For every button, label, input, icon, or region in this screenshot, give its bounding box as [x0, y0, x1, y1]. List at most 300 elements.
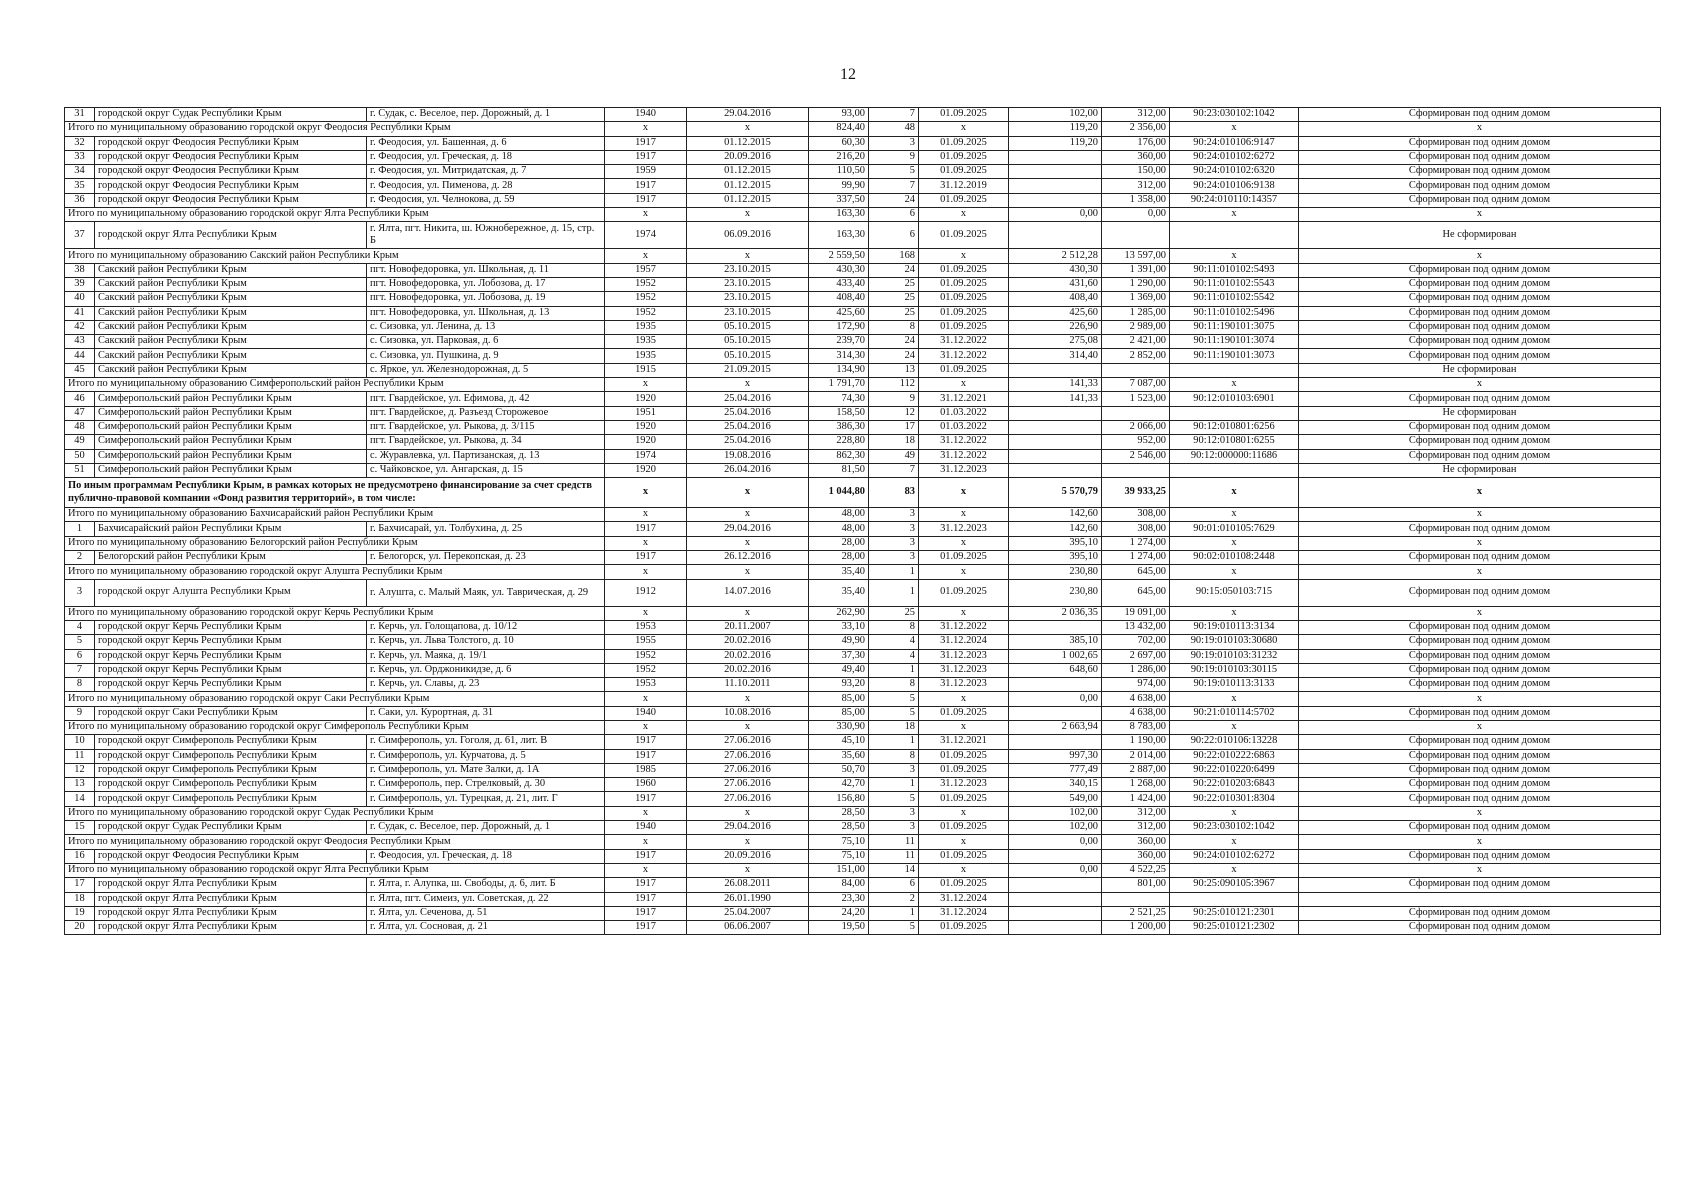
deadline-cell: 01.09.2025 — [919, 320, 1009, 334]
municipality-cell: городской округ Симферополь Республики Крым — [95, 763, 367, 777]
land-status-cell: Не сформирован — [1299, 222, 1661, 249]
table-body — [65, 108, 1661, 935]
year-cell: 1935 — [605, 335, 687, 349]
municipality-cell: Симферопольский район Республики Крым — [95, 449, 367, 463]
cadastral-cell: х — [1170, 508, 1299, 522]
year-cell: 1920 — [605, 420, 687, 434]
cost-cell: 7 087,00 — [1102, 378, 1170, 392]
cost-cell: 2 421,00 — [1102, 335, 1170, 349]
address-cell: г. Симферополь, ул. Гоголя, д. 61, лит. В — [367, 735, 605, 749]
date-cell: 20.02.2016 — [687, 663, 809, 677]
deadline-cell: 31.12.2023 — [919, 678, 1009, 692]
deadline-cell: 31.12.2024 — [919, 892, 1009, 906]
deadline-cell: 01.09.2025 — [919, 579, 1009, 606]
area-cell: 262,90 — [809, 606, 869, 620]
date-cell: 01.12.2015 — [687, 165, 809, 179]
area-cell: 28,50 — [809, 806, 869, 820]
area-cell: 824,40 — [809, 122, 869, 136]
address-cell: с. Сизовка, ул. Пушкина, д. 9 — [367, 349, 605, 363]
residents-cell: 6 — [869, 222, 919, 249]
deadline-cell: х — [919, 606, 1009, 620]
residents-cell: 14 — [869, 863, 919, 877]
deadline-cell: 01.09.2025 — [919, 263, 1009, 277]
residents-cell: 12 — [869, 406, 919, 420]
address-cell: г. Алушта, с. Малый Маяк, ул. Таврическая, д. 29 — [367, 579, 605, 606]
address-cell: пгт. Гвардейское, д. Разъезд Сторожевое — [367, 406, 605, 420]
municipality-cell: Симферопольский район Республики Крым — [95, 463, 367, 477]
residents-cell: 49 — [869, 449, 919, 463]
area-secondary-cell: 1 002,65 — [1009, 649, 1102, 663]
date-cell: 27.06.2016 — [687, 763, 809, 777]
area-cell: 28,50 — [809, 821, 869, 835]
deadline-cell: 01.09.2025 — [919, 193, 1009, 207]
deadline-cell: 31.12.2022 — [919, 620, 1009, 634]
residents-cell: 24 — [869, 349, 919, 363]
cadastral-cell: 90:24:010102:6272 — [1170, 849, 1299, 863]
land-status-cell: х — [1299, 692, 1661, 706]
year-cell: 1955 — [605, 635, 687, 649]
municipality-cell: Бахчисарайский район Республики Крым — [95, 522, 367, 536]
year-cell: 1952 — [605, 306, 687, 320]
area-secondary-cell: 102,00 — [1009, 806, 1102, 820]
residents-cell: 1 — [869, 565, 919, 579]
residents-cell: 5 — [869, 792, 919, 806]
deadline-cell: х — [919, 249, 1009, 263]
residents-cell: 11 — [869, 849, 919, 863]
subtotal-label: Итого по муниципальному образованию городской округ Саки Республики Крым — [65, 692, 605, 706]
subtotal-label: Итого по муниципальному образованию Симферопольский район Республики Крым — [65, 378, 605, 392]
year-cell: х — [605, 122, 687, 136]
area-cell: 75,10 — [809, 835, 869, 849]
cadastral-cell: 90:21:010114:5702 — [1170, 706, 1299, 720]
area-cell: 85,00 — [809, 706, 869, 720]
area-secondary-cell — [1009, 435, 1102, 449]
subtotal-label: Итого по муниципальному образованию городской округ Судак Республики Крым — [65, 806, 605, 820]
land-status-cell: х — [1299, 720, 1661, 734]
cost-cell: 360,00 — [1102, 835, 1170, 849]
year-cell: х — [605, 720, 687, 734]
address-cell: г. Саки, ул. Курортная, д. 31 — [367, 706, 605, 720]
date-cell: х — [687, 249, 809, 263]
area-cell: 228,80 — [809, 435, 869, 449]
year-cell: х — [605, 835, 687, 849]
municipality-cell: городской округ Феодосия Республики Крым — [95, 165, 367, 179]
cadastral-cell: 90:24:010102:6320 — [1170, 165, 1299, 179]
table-row — [65, 349, 1661, 363]
area-secondary-cell: 5 570,79 — [1009, 478, 1102, 508]
area-secondary-cell: 141,33 — [1009, 378, 1102, 392]
table-row — [65, 165, 1661, 179]
subtotal-label: Итого по муниципальному образованию городской округ Ялта Республики Крым — [65, 863, 605, 877]
area-secondary-cell: 142,60 — [1009, 522, 1102, 536]
municipality-cell: городской округ Ялта Республики Крым — [95, 878, 367, 892]
area-secondary-cell — [1009, 678, 1102, 692]
land-status-cell: Сформирован под одним домом — [1299, 663, 1661, 677]
area-cell: 48,00 — [809, 508, 869, 522]
residents-cell: 3 — [869, 508, 919, 522]
year-cell: 1917 — [605, 749, 687, 763]
table-row — [65, 663, 1661, 677]
program-label: По иным программам Республики Крым, в рамках которых не предусмотрено финансирование за счет средств публично-правовой компании «Фонд развития территорий», в том числе: — [65, 478, 605, 508]
address-cell: г. Судак, с. Веселое, пер. Дорожный, д. 1 — [367, 108, 605, 122]
municipality-cell: городской округ Симферополь Республики Крым — [95, 735, 367, 749]
year-cell: 1953 — [605, 678, 687, 692]
row-number-cell: 31 — [65, 108, 95, 122]
year-cell: 1960 — [605, 778, 687, 792]
cost-cell: 2 697,00 — [1102, 649, 1170, 663]
municipality-cell: Сакский район Республики Крым — [95, 263, 367, 277]
land-status-cell: Не сформирован — [1299, 406, 1661, 420]
address-cell: с. Сизовка, ул. Ленина, д. 13 — [367, 320, 605, 334]
table-row — [65, 335, 1661, 349]
cost-cell: 39 933,25 — [1102, 478, 1170, 508]
year-cell: х — [605, 806, 687, 820]
land-status-cell: Сформирован под одним домом — [1299, 749, 1661, 763]
date-cell: 25.04.2016 — [687, 420, 809, 434]
cadastral-cell: 90:24:010110:14357 — [1170, 193, 1299, 207]
land-status-cell: Сформирован под одним домом — [1299, 263, 1661, 277]
residents-cell: 24 — [869, 263, 919, 277]
area-secondary-cell: 425,60 — [1009, 306, 1102, 320]
subtotal-row — [65, 692, 1661, 706]
table-row — [65, 678, 1661, 692]
land-status-cell: Сформирован под одним домом — [1299, 193, 1661, 207]
table-row — [65, 551, 1661, 565]
land-status-cell: х — [1299, 806, 1661, 820]
residents-cell: 48 — [869, 122, 919, 136]
cadastral-cell: 90:01:010105:7629 — [1170, 522, 1299, 536]
area-secondary-cell: 2 663,94 — [1009, 720, 1102, 734]
deadline-cell: 01.09.2025 — [919, 165, 1009, 179]
area-cell: 386,30 — [809, 420, 869, 434]
row-number-cell: 15 — [65, 821, 95, 835]
address-cell: г. Белогорск, ул. Перекопская, д. 23 — [367, 551, 605, 565]
address-cell: пгт. Гвардейское, ул. Ефимова, д. 42 — [367, 392, 605, 406]
area-cell: 172,90 — [809, 320, 869, 334]
cost-cell — [1102, 363, 1170, 377]
year-cell: 1917 — [605, 522, 687, 536]
table-row — [65, 277, 1661, 291]
area-cell: 49,90 — [809, 635, 869, 649]
row-number-cell: 34 — [65, 165, 95, 179]
area-secondary-cell — [1009, 921, 1102, 935]
date-cell: х — [687, 208, 809, 222]
area-cell: 862,30 — [809, 449, 869, 463]
cost-cell: 2 521,25 — [1102, 906, 1170, 920]
table-row — [65, 363, 1661, 377]
deadline-cell: 31.12.2019 — [919, 179, 1009, 193]
cost-cell: 1 523,00 — [1102, 392, 1170, 406]
area-secondary-cell: 141,33 — [1009, 392, 1102, 406]
date-cell: 25.04.2016 — [687, 392, 809, 406]
row-number-cell: 46 — [65, 392, 95, 406]
cadastral-cell: х — [1170, 606, 1299, 620]
date-cell: х — [687, 863, 809, 877]
date-cell: 21.09.2015 — [687, 363, 809, 377]
municipality-cell: Сакский район Республики Крым — [95, 277, 367, 291]
area-secondary-cell: 430,30 — [1009, 263, 1102, 277]
municipality-cell: городской округ Ялта Республики Крым — [95, 892, 367, 906]
area-secondary-cell — [1009, 222, 1102, 249]
municipality-cell: Сакский район Республики Крым — [95, 349, 367, 363]
deadline-cell: 31.12.2024 — [919, 906, 1009, 920]
cadastral-cell: 90:19:010103:30115 — [1170, 663, 1299, 677]
land-status-cell: Сформирован под одним домом — [1299, 165, 1661, 179]
year-cell: 1912 — [605, 579, 687, 606]
subtotal-label: Итого по муниципальному образованию Бахчисарайский район Республики Крым — [65, 508, 605, 522]
year-cell: 1917 — [605, 921, 687, 935]
cost-cell: 1 391,00 — [1102, 263, 1170, 277]
deadline-cell: х — [919, 565, 1009, 579]
residents-cell: 24 — [869, 193, 919, 207]
land-status-cell: Сформирован под одним домом — [1299, 878, 1661, 892]
deadline-cell: 31.12.2023 — [919, 663, 1009, 677]
residents-cell: 11 — [869, 835, 919, 849]
date-cell: 01.12.2015 — [687, 193, 809, 207]
cost-cell: 308,00 — [1102, 508, 1170, 522]
subtotal-row — [65, 720, 1661, 734]
residents-cell: 8 — [869, 620, 919, 634]
land-status-cell: Сформирован под одним домом — [1299, 292, 1661, 306]
area-cell: 23,30 — [809, 892, 869, 906]
table-row — [65, 463, 1661, 477]
date-cell: 29.04.2016 — [687, 522, 809, 536]
cadastral-cell: 90:11:190101:3073 — [1170, 349, 1299, 363]
land-status-cell: х — [1299, 863, 1661, 877]
residents-cell: 112 — [869, 378, 919, 392]
residents-cell: 8 — [869, 320, 919, 334]
year-cell: 1935 — [605, 320, 687, 334]
row-number-cell: 45 — [65, 363, 95, 377]
area-secondary-cell: 777,49 — [1009, 763, 1102, 777]
subtotal-row — [65, 249, 1661, 263]
deadline-cell: х — [919, 863, 1009, 877]
cadastral-cell: 90:19:010103:30680 — [1170, 635, 1299, 649]
area-cell: 84,00 — [809, 878, 869, 892]
area-secondary-cell: 102,00 — [1009, 108, 1102, 122]
date-cell: 20.02.2016 — [687, 635, 809, 649]
deadline-cell: х — [919, 692, 1009, 706]
area-cell: 35,60 — [809, 749, 869, 763]
year-cell: 1917 — [605, 878, 687, 892]
land-status-cell: Сформирован под одним домом — [1299, 136, 1661, 150]
year-cell: 1952 — [605, 663, 687, 677]
land-status-cell: Сформирован под одним домом — [1299, 735, 1661, 749]
cost-cell: 2 546,00 — [1102, 449, 1170, 463]
area-cell: 158,50 — [809, 406, 869, 420]
cost-cell: 974,00 — [1102, 678, 1170, 692]
cost-cell: 1 286,00 — [1102, 663, 1170, 677]
area-cell: 60,30 — [809, 136, 869, 150]
date-cell: х — [687, 378, 809, 392]
land-status-cell: х — [1299, 378, 1661, 392]
land-status-cell: х — [1299, 478, 1661, 508]
table-row — [65, 792, 1661, 806]
land-status-cell: х — [1299, 565, 1661, 579]
land-status-cell: Сформирован под одним домом — [1299, 108, 1661, 122]
deadline-cell: 31.12.2022 — [919, 435, 1009, 449]
land-status-cell: Сформирован под одним домом — [1299, 792, 1661, 806]
year-cell: 1940 — [605, 821, 687, 835]
year-cell: 1915 — [605, 363, 687, 377]
land-status-cell: Сформирован под одним домом — [1299, 706, 1661, 720]
year-cell: х — [605, 565, 687, 579]
deadline-cell: 31.12.2023 — [919, 463, 1009, 477]
deadline-cell: 31.12.2021 — [919, 735, 1009, 749]
subtotal-row — [65, 208, 1661, 222]
area-cell: 134,90 — [809, 363, 869, 377]
row-number-cell: 19 — [65, 906, 95, 920]
deadline-cell: 01.09.2025 — [919, 821, 1009, 835]
cost-cell — [1102, 222, 1170, 249]
date-cell: 14.07.2016 — [687, 579, 809, 606]
residents-cell: 8 — [869, 678, 919, 692]
area-cell: 81,50 — [809, 463, 869, 477]
area-cell: 330,90 — [809, 720, 869, 734]
cost-cell: 312,00 — [1102, 179, 1170, 193]
land-status-cell: Сформирован под одним домом — [1299, 449, 1661, 463]
cost-cell: 176,00 — [1102, 136, 1170, 150]
residents-cell: 6 — [869, 878, 919, 892]
cost-cell: 952,00 — [1102, 435, 1170, 449]
area-cell: 28,00 — [809, 536, 869, 550]
row-number-cell: 37 — [65, 222, 95, 249]
area-secondary-cell — [1009, 449, 1102, 463]
row-number-cell: 36 — [65, 193, 95, 207]
residents-cell: 13 — [869, 363, 919, 377]
row-number-cell: 1 — [65, 522, 95, 536]
cost-cell: 1 285,00 — [1102, 306, 1170, 320]
date-cell: 23.10.2015 — [687, 292, 809, 306]
subtotal-label: Итого по муниципальному образованию городской округ Керчь Республики Крым — [65, 606, 605, 620]
year-cell: 1940 — [605, 108, 687, 122]
area-secondary-cell — [1009, 620, 1102, 634]
cost-cell: 312,00 — [1102, 108, 1170, 122]
residents-cell: 3 — [869, 821, 919, 835]
area-cell: 33,10 — [809, 620, 869, 634]
deadline-cell: 01.09.2025 — [919, 222, 1009, 249]
cadastral-cell: 90:22:010106:13228 — [1170, 735, 1299, 749]
area-cell: 45,10 — [809, 735, 869, 749]
year-cell: 1917 — [605, 849, 687, 863]
municipality-cell: Сакский район Республики Крым — [95, 306, 367, 320]
land-status-cell: Сформирован под одним домом — [1299, 906, 1661, 920]
table-row — [65, 892, 1661, 906]
address-cell: г. Симферополь, ул. Мате Залки, д. 1А — [367, 763, 605, 777]
area-cell: 42,70 — [809, 778, 869, 792]
area-cell: 1 044,80 — [809, 478, 869, 508]
row-number-cell: 47 — [65, 406, 95, 420]
address-cell: пгт. Гвардейское, ул. Рыкова, д. 34 — [367, 435, 605, 449]
area-secondary-cell: 997,30 — [1009, 749, 1102, 763]
cadastral-cell: 90:02:010108:2448 — [1170, 551, 1299, 565]
table-row — [65, 136, 1661, 150]
area-secondary-cell — [1009, 363, 1102, 377]
area-cell: 75,10 — [809, 849, 869, 863]
year-cell: 1953 — [605, 620, 687, 634]
year-cell: 1974 — [605, 449, 687, 463]
table-row — [65, 150, 1661, 164]
table-row — [65, 749, 1661, 763]
area-cell: 151,00 — [809, 863, 869, 877]
cost-cell: 2 066,00 — [1102, 420, 1170, 434]
area-secondary-cell — [1009, 878, 1102, 892]
cost-cell: 312,00 — [1102, 821, 1170, 835]
row-number-cell: 7 — [65, 663, 95, 677]
area-secondary-cell: 395,10 — [1009, 551, 1102, 565]
land-status-cell: Сформирован под одним домом — [1299, 649, 1661, 663]
cadastral-cell: х — [1170, 208, 1299, 222]
area-secondary-cell — [1009, 150, 1102, 164]
subtotal-label: Итого по муниципальному образованию городской округ Феодосия Республики Крым — [65, 122, 605, 136]
cost-cell: 4 522,25 — [1102, 863, 1170, 877]
subtotal-label: Итого по муниципальному образованию Сакский район Республики Крым — [65, 249, 605, 263]
area-cell: 2 559,50 — [809, 249, 869, 263]
year-cell: 1985 — [605, 763, 687, 777]
cadastral-cell: х — [1170, 835, 1299, 849]
page-number: 12 — [840, 66, 856, 83]
table-row — [65, 821, 1661, 835]
cadastral-cell: 90:11:190101:3075 — [1170, 320, 1299, 334]
deadline-cell: 01.09.2025 — [919, 150, 1009, 164]
table-row — [65, 763, 1661, 777]
row-number-cell: 9 — [65, 706, 95, 720]
area-secondary-cell: 119,20 — [1009, 122, 1102, 136]
land-status-cell: Сформирован под одним домом — [1299, 821, 1661, 835]
area-cell: 19,50 — [809, 921, 869, 935]
land-status-cell: Не сформирован — [1299, 363, 1661, 377]
date-cell: х — [687, 606, 809, 620]
deadline-cell: 01.09.2025 — [919, 363, 1009, 377]
table-row — [65, 108, 1661, 122]
cost-cell: 150,00 — [1102, 165, 1170, 179]
deadline-cell: х — [919, 122, 1009, 136]
date-cell: 23.10.2015 — [687, 263, 809, 277]
cadastral-cell: х — [1170, 378, 1299, 392]
area-cell: 99,90 — [809, 179, 869, 193]
date-cell: 11.10.2011 — [687, 678, 809, 692]
subtotal-row — [65, 863, 1661, 877]
deadline-cell: 01.09.2025 — [919, 849, 1009, 863]
area-secondary-cell — [1009, 193, 1102, 207]
residents-cell: 3 — [869, 763, 919, 777]
address-cell: г. Ялта, ул. Сосновая, д. 21 — [367, 921, 605, 935]
residents-cell: 18 — [869, 720, 919, 734]
land-status-cell: Сформирован под одним домом — [1299, 335, 1661, 349]
deadline-cell: 31.12.2023 — [919, 522, 1009, 536]
year-cell: 1920 — [605, 435, 687, 449]
land-status-cell: Сформирован под одним домом — [1299, 392, 1661, 406]
residents-cell: 1 — [869, 906, 919, 920]
address-cell: г. Симферополь, ул. Курчатова, д. 5 — [367, 749, 605, 763]
cadastral-cell: х — [1170, 478, 1299, 508]
deadline-cell: 01.09.2025 — [919, 792, 1009, 806]
address-cell: г. Ялта, г. Алупка, ш. Свободы, д. 6, лит. Б — [367, 878, 605, 892]
date-cell: 26.12.2016 — [687, 551, 809, 565]
cost-cell — [1102, 892, 1170, 906]
year-cell: 1935 — [605, 349, 687, 363]
cost-cell — [1102, 406, 1170, 420]
municipality-cell: городской округ Феодосия Республики Крым — [95, 136, 367, 150]
cadastral-cell: 90:15:050103:715 — [1170, 579, 1299, 606]
table-row — [65, 406, 1661, 420]
area-cell: 48,00 — [809, 522, 869, 536]
cadastral-cell: 90:24:010106:9147 — [1170, 136, 1299, 150]
deadline-cell: 31.12.2023 — [919, 778, 1009, 792]
cadastral-cell: 90:11:190101:3074 — [1170, 335, 1299, 349]
area-cell: 35,40 — [809, 565, 869, 579]
area-secondary-cell: 431,60 — [1009, 277, 1102, 291]
